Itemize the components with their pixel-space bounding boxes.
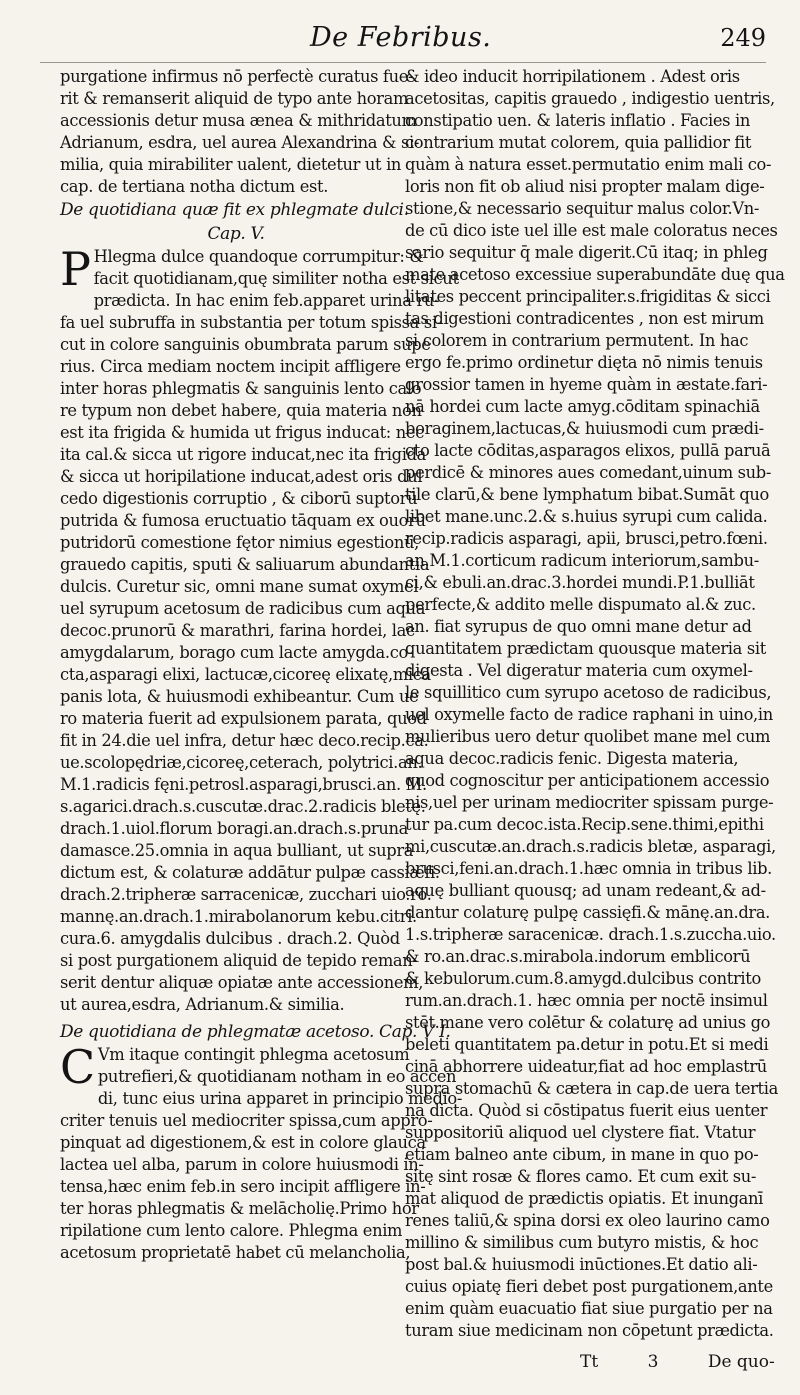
text-line: Vm itaque contingit phlegma acetosum	[97, 1045, 410, 1064]
left-column	[60, 66, 462, 1264]
text-line: perdicē & minores aues comedant,uinum sub-	[405, 463, 771, 482]
text-line: Adrianum, esdra, uel aurea Alexandrina & si-	[60, 133, 419, 152]
text-line: uel oxymelle facto de radice raphani in uino,in	[405, 705, 773, 724]
text-line: Hlegma dulce quandoque corrumpitur: &	[93, 247, 424, 266]
text-line: nā hordei cum lacte amyg.cōditam spinachiā	[405, 397, 760, 416]
text-line: mate acetoso excessiue superabundāte duę qua	[405, 265, 785, 284]
drop-capital-p: P	[60, 242, 91, 296]
text-line: prædicta. In hac enim feb.apparet urina ru-	[93, 291, 440, 310]
text-line: cedo digestionis corruptio , & ciborū suptorū	[60, 489, 418, 508]
text-line: putrefieri,& quotidianam notham in eo accen	[97, 1067, 457, 1086]
text-line: amygdalarum, borago cum lacte amygda.co-	[60, 643, 414, 662]
text-line: & ro.an.drac.s.mirabola.indorum emblicorū	[405, 947, 751, 966]
text-line: etiam balneo ante cibum, in mane in quo po-	[405, 1145, 759, 1164]
text-line: grossior tamen in hyeme quàm in æstate.fari-	[405, 375, 768, 394]
text-line: boraginem,lactucas,& huiusmodi cum prædi-	[405, 419, 764, 438]
catchword: De quo-	[707, 1352, 775, 1372]
text-line: pinquat ad digestionem,& est in colore glauca	[60, 1133, 426, 1152]
text-line: & kebulorum.cum.8.amygd.dulcibus contrito	[405, 969, 761, 988]
text-line: de cū dico iste uel ille est male coloratus neces	[405, 221, 778, 240]
text-line: aqua decoc.radicis fenic. Digesta materia,	[405, 749, 739, 768]
text-line: cinā abhorrere uideatur,fiat ad hoc emplastrū	[405, 1057, 767, 1076]
text-line: criter tenuis uel mediocriter spissa,cum appro-	[60, 1111, 433, 1130]
text-line: cta,asparagi elixi, lactucæ,cicoreę elixatę,mica	[60, 665, 431, 684]
text-line: suppositoriū aliquod uel clystere fiat. Vtatur	[405, 1123, 756, 1142]
text-line: enim quàm euacuatio fiat siue purgatio per na	[405, 1299, 773, 1318]
text-line: mulieribus uero detur quolibet mane mel cum	[405, 727, 771, 746]
text-line: putrida & fumosa eructuatio tāquam ex ouorū	[60, 511, 426, 530]
text-line: purgatione infirmus nō perfectè curatus fue-	[60, 67, 414, 86]
text-line: cuius opiatę fieri debet post purgationem,ante	[405, 1277, 773, 1296]
section5-body	[60, 242, 459, 1016]
text-line: quantitatem prædictam quousque materia sit	[405, 639, 766, 658]
text-line: brusci,feni.an.drach.1.hæc omnia in tribus lib.	[405, 859, 772, 878]
text-line: ut aurea,esdra, Adrianum.& similia.	[60, 995, 345, 1014]
section-title-cap6: De quotidiana de phlegmatæ acetoso. Cap. V I.	[60, 1022, 451, 1042]
text-line: damasce.25.omnia in aqua bulliant, ut supra	[60, 841, 414, 860]
text-line: constipatio uen. & lateris inflatio . Facies in	[405, 111, 750, 130]
text-line: cto lacte cōditas,asparagos elixos, pullā paruā	[405, 441, 771, 460]
text-line: drach.2.tripheræ sarracenicæ, zucchari uio.ro.	[60, 885, 432, 904]
text-line: le squillitico cum syrupo acetoso de radicibus,	[405, 683, 772, 702]
text-line: serit dentur aliquæ opiatæ ante accessionem,	[60, 973, 424, 992]
text-line: facit quotidianam,quę similiter notha est sicut	[93, 269, 459, 288]
text-line: ro materia fuerit ad expulsionem parata, quod	[60, 709, 427, 728]
text-line: post bal.& huiusmodi inūctiones.Et datio ali-	[405, 1255, 758, 1274]
text-line: stēt.mane vero colētur & colaturę ad unius go	[405, 1013, 771, 1032]
intro-paragraph	[60, 66, 419, 198]
text-line: recip.radicis asparagi, apii, brusci,petro.fœni.	[405, 529, 768, 548]
text-line: 1.s.tripheræ saracenicæ. drach.1.s.zuccha.uio.	[405, 925, 776, 944]
text-line: turam siue medicinam non cōpetunt prædicta.	[405, 1321, 774, 1340]
text-line: M.1.radicis fęni.petrosl.asparagi,brusci.an. M.	[60, 775, 427, 794]
text-line: panis lota, & huiusmodi exhibeantur. Cum ue	[60, 687, 419, 706]
text-line: libet mane.unc.2.& s.huius syrupi cum calida.	[405, 507, 768, 526]
text-line: sitę sint rosæ & flores camo. Et cum exit su-	[405, 1167, 757, 1186]
section6-body	[60, 1040, 462, 1264]
text-line: acetosum proprietatē habet cū melancholia,	[60, 1243, 411, 1262]
text-line: quod cognoscitur per anticipationem accessio	[405, 771, 770, 790]
text-line: putridorū comestione fętor nimius egestionū,	[60, 533, 419, 552]
text-line: an. fiat syrupus de quo omni mane detur ad	[405, 617, 752, 636]
text-line: ter horas phlegmatis & melācholię.Primo hor	[60, 1199, 419, 1218]
text-line: contrarium mutat colorem, quia pallidior fit	[405, 133, 752, 152]
signature-number: 3	[647, 1352, 659, 1372]
text-line: rius. Circa mediam noctem incipit affligere	[60, 357, 401, 376]
text-line: quàm à natura esset.permutatio enim mali co-	[405, 155, 772, 174]
text-line: ita cal.& sicca ut rigore inducat,nec ita frigida	[60, 445, 427, 464]
signature-mark: Tt	[580, 1352, 599, 1372]
text-line: nis,uel per urinam mediocriter spissam purge-	[405, 793, 774, 812]
text-line: mat aliquod de prædictis opiatis. Et inunganī	[405, 1189, 763, 1208]
text-line: millino & similibus cum butyro mistis, & hoc	[405, 1233, 759, 1252]
text-line: an.M.1.corticum radicum interiorum,sambu-	[405, 551, 759, 570]
text-line: rum.an.drach.1. hæc omnia per noctē insimul	[405, 991, 768, 1010]
text-line: tas digestioni contradicentes , non est mirum	[405, 309, 764, 328]
text-line: fit in 24.die uel infra, detur hæc deco.recip.ca.	[60, 731, 429, 750]
text-line: perfecte,& addito melle dispumato al.& zuc.	[405, 595, 756, 614]
text-line: tensa,hæc enim feb.in sero incipit affligere in-	[60, 1177, 426, 1196]
text-line: sario sequitur q̄ male digerit.Cū itaq; in phleg	[405, 243, 768, 262]
text-line: & sicca ut horipilatione inducat,adest oris dul	[60, 467, 423, 486]
text-line: est ita frigida & humida ut frigus inducat: nec	[60, 423, 424, 442]
text-line: si post purgationem aliquid de tepido reman-	[60, 951, 418, 970]
text-line: lactea uel alba, parum in colore huiusmodi in-	[60, 1155, 424, 1174]
text-line: cap. de tertiana notha dictum est.	[60, 177, 329, 196]
text-line: di, tunc eius urina apparet in principio medio-	[97, 1089, 462, 1108]
text-line: na dicta. Quòd si cōstipatus fuerit eius uenter	[405, 1101, 768, 1120]
text-line: litates peccent principaliter.s.frigiditas & sicci	[405, 287, 771, 306]
text-line: ripilatione cum lento calore. Phlegma enim	[60, 1221, 403, 1240]
text-line: ergo fe.primo ordinetur dięta nō nimis tenuis	[405, 353, 763, 372]
text-line: dantur colaturę pulpę cassięfi.& mānę.an.dra.	[405, 903, 771, 922]
running-title: De Febribus.	[310, 22, 492, 53]
text-line: accessionis detur musa ænea & mithridatum	[60, 111, 417, 130]
text-line: aquę bulliant quousq; ad unam redeant,& ad-	[405, 881, 766, 900]
text-line: tile clarū,& bene lymphatum bibat.Sumāt quo	[405, 485, 770, 504]
text-line: renes taliū,& spina dorsi ex oleo laurino camo	[405, 1211, 770, 1230]
text-line: stione,& necessario sequitur malus color.Vn-	[405, 199, 760, 218]
text-line: milia, quia mirabiliter ualent, dietetur ut in	[60, 155, 402, 174]
text-line: supra stomachū & cætera in cap.de uera tertia	[405, 1079, 778, 1098]
text-line: grauedo capitis, sputi & saliuarum abundantia	[60, 555, 430, 574]
text-line: re typum non debet habere, quia materia non	[60, 401, 422, 420]
right-column	[405, 66, 785, 1342]
text-line: cut in colore sanguinis obumbrata parum supe	[60, 335, 431, 354]
text-line: s.agarici.drach.s.cuscutæ.drac.2.radicis bletę.	[60, 797, 426, 816]
chapter-heading-cap5: Cap. V.	[207, 224, 265, 244]
text-line: drach.1.uiol.florum boragi.an.drach.s.pruna	[60, 819, 408, 838]
header-rule	[40, 62, 766, 63]
text-line: dulcis. Curetur sic, omni mane sumat oxymel	[60, 577, 419, 596]
text-line: inter horas phlegmatis & sanguinis lento calo	[60, 379, 422, 398]
text-line: uel syrupum acetosum de radicibus cum aqua	[60, 599, 426, 618]
text-line: rit & remanserit aliquid de typo ante horam	[60, 89, 409, 108]
text-line: tur pa.cum decoc.ista.Recip.sene.thimi,epithi	[405, 815, 764, 834]
page-footer	[580, 1352, 775, 1372]
text-line: beleti quantitatem pa.detur in potu.Et si medi	[405, 1035, 769, 1054]
section-title-cap5: De quotidiana quæ fit ex phlegmate dulci.	[60, 200, 409, 220]
text-line: fa uel subruffa in substantia per totum spissa si-	[60, 313, 442, 332]
text-line: cura.6. amygdalis dulcibus . drach.2. Quòd	[60, 929, 400, 948]
text-line: digesta . Vel digeratur materia cum oxymel-	[405, 661, 753, 680]
text-line: mi,cuscutæ.an.drach.s.radicis bletæ, asparagi,	[405, 837, 776, 856]
text-line: dictum est, & colaturæ addātur pulpæ cassiæfi.	[60, 863, 440, 882]
text-line: ue.scolopędriæ,cicoreę,ceterach, polytrici.an.	[60, 753, 423, 772]
text-line: si colorem in contrarium permutent. In hac	[405, 331, 749, 350]
text-line: acetositas, capitis grauedo , indigestio uentris,	[405, 89, 775, 108]
text-line: decoc.prunorū & marathri, farina hordei, lac	[60, 621, 415, 640]
text-line: ci,& ebuli.an.drac.3.hordei mundi.P.1.bulliāt	[405, 573, 755, 592]
drop-capital-c: C	[60, 1040, 95, 1094]
page-number: 249	[720, 24, 766, 52]
text-line: loris non fit ob aliud nisi propter malam dige-	[405, 177, 765, 196]
text-line: & ideo inducit horripilationem . Adest oris	[405, 67, 740, 86]
text-line: mannę.an.drach.1.mirabolanorum kebu.citri.	[60, 907, 417, 926]
